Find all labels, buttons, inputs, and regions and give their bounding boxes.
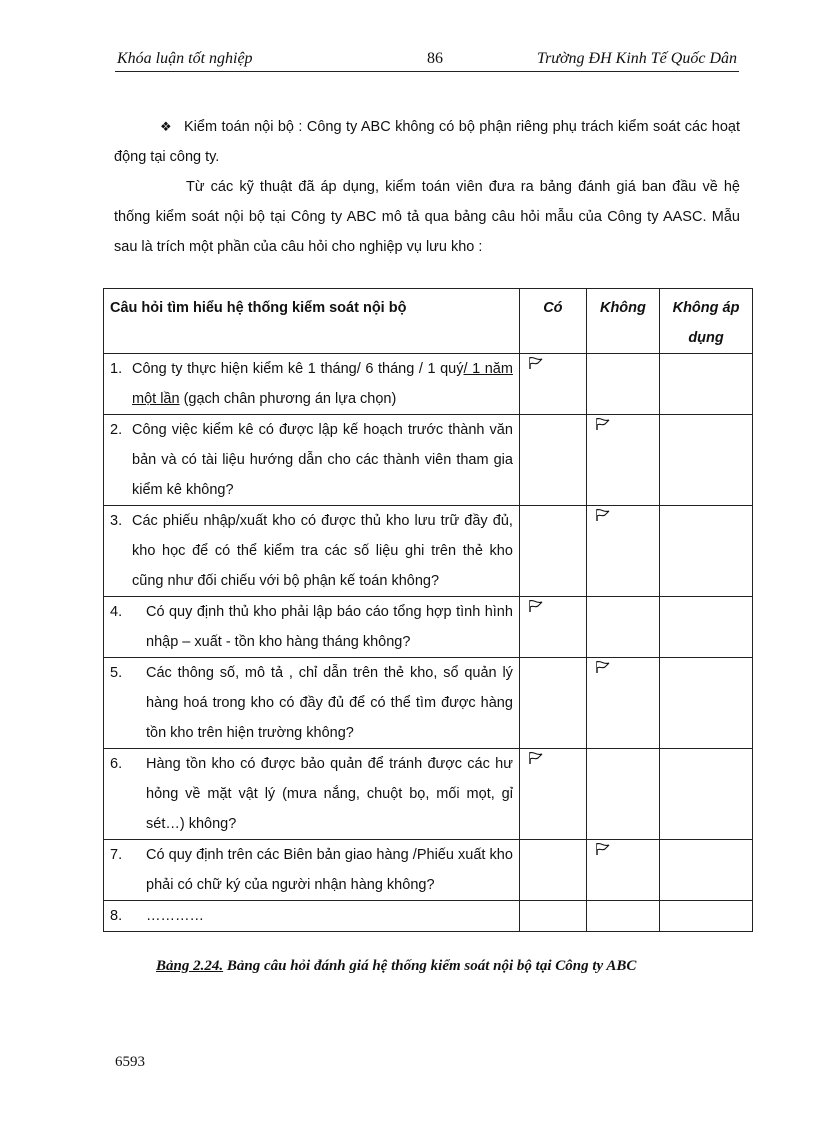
paragraph-internal-audit [114,112,740,172]
answer-cell-yes [519,840,586,901]
flag-icon [520,354,586,370]
row-number: 4. [110,604,123,620]
answer-cell-yes [519,506,586,597]
answer-cell-na [660,840,753,901]
header-thesis-title: Khóa luận tốt nghiệp [117,50,253,67]
answer-cell-no [586,901,659,932]
answer-cell-na [660,658,753,749]
table-row [104,901,753,932]
header-no: Không [586,289,659,354]
answer-cell-no [586,354,659,415]
row-number: 6. [110,756,123,772]
row-question: Hàng tồn kho có được bảo quản để tránh được các hư hỏng về mặt vật lý (mưa nắng, chuột bọ, mối mọt, gỉ sét…) không? [146,756,513,832]
row-number: 8. [110,908,123,924]
answer-cell-no [586,415,659,506]
answer-cell-no [586,597,659,658]
header-yes: Có [519,289,586,354]
row-number: 3. [110,513,123,529]
flag-icon [520,597,586,613]
answer-cell-no [586,840,659,901]
table-caption [156,958,636,975]
table-caption-text: Bảng câu hỏi đánh giá hệ thống kiểm soát nội bộ tại Công ty ABC [223,958,637,974]
answer-cell-no [586,749,659,840]
answer-cell-yes [519,597,586,658]
header-university: Trường ĐH Kinh Tế Quốc Dân [537,50,737,67]
table-row [104,597,753,658]
answer-cell-na [660,597,753,658]
flag-icon [587,840,659,856]
answer-cell-na [660,415,753,506]
diamond-bullet-icon: ❖ [160,119,172,134]
flag-icon [587,415,659,431]
document-code: 6593 [115,1054,145,1070]
row-number: 1. [110,361,123,377]
flag-icon [520,749,586,765]
row-question: Có quy định trên các Biên bản giao hàng /Phiếu xuất kho phải có chữ ký của người nhận hàng không? [146,847,513,893]
answer-cell-na [660,901,753,932]
row-question: Các phiếu nhập/xuất kho có được thủ kho lưu trữ đầy đủ, kho học để có thể kiểm tra các số liệu ghi trên thẻ kho cũng như đối chiếu với bộ phận kế toán không? [132,513,513,589]
flag-icon [587,506,659,522]
row-question: Công việc kiểm kê có được lập kế hoạch trước thành văn bản và có tài liệu hướng dẫn cho các thành viên tham gia kiểm kê không? [132,422,513,498]
header-not-applicable: Không áp dụng [660,289,753,354]
answer-cell-na [660,354,753,415]
table-header-row [104,289,753,354]
answer-cell-yes [519,415,586,506]
answer-cell-yes [519,749,586,840]
table-row [104,354,753,415]
answer-cell-na [660,506,753,597]
table-row [104,749,753,840]
header-question: Câu hỏi tìm hiểu hệ thống kiểm soát nội bộ [104,289,520,354]
row-number: 7. [110,847,123,863]
row-number: 5. [110,665,123,681]
table-row [104,840,753,901]
table-caption-label: Bảng 2.24. [156,958,224,974]
row-number: 2. [110,422,123,438]
answer-cell-na [660,749,753,840]
paragraph-internal-audit-text: Kiểm toán nội bộ : Công ty ABC không có bộ phận riêng phụ trách kiểm soát các hoạt động tại công ty. [114,119,740,165]
answer-cell-no [586,658,659,749]
paragraph-intro: Từ các kỹ thuật đã áp dụng, kiểm toán viên đưa ra bảng đánh giá ban đầu về hệ thống kiểm soát nội bộ tại Công ty ABC mô tả qua bảng câu hỏi mẫu của Công ty AASC. Mẫu sau là trích một phần của câu hỏi cho nghiệp vụ lưu kho : [114,179,740,255]
flag-icon [587,658,659,674]
answer-cell-no [586,506,659,597]
page-header [115,49,739,72]
table-row [104,658,753,749]
table-row [104,415,753,506]
row-question: Công ty thực hiện kiểm kê 1 tháng/ 6 tháng / 1 quý/ 1 năm một lần (gạch chân phương án lựa chọn) [132,361,513,407]
row-question: Các thông số, mô tả , chỉ dẫn trên thẻ kho, sổ quản lý hàng hoá trong kho có đầy đủ để có thể tìm được hàng tồn kho trên hiện trường không? [146,665,513,741]
header-page-number: 86 [427,50,443,67]
row-question: Có quy định thủ kho phải lập báo cáo tổng hợp tình hình nhập – xuất - tồn kho hàng tháng không? [146,604,513,650]
answer-cell-yes [519,901,586,932]
control-questionnaire-table [103,288,753,932]
table-row [104,506,753,597]
answer-cell-yes [519,658,586,749]
answer-cell-yes [519,354,586,415]
row-question: ………… [146,908,204,924]
